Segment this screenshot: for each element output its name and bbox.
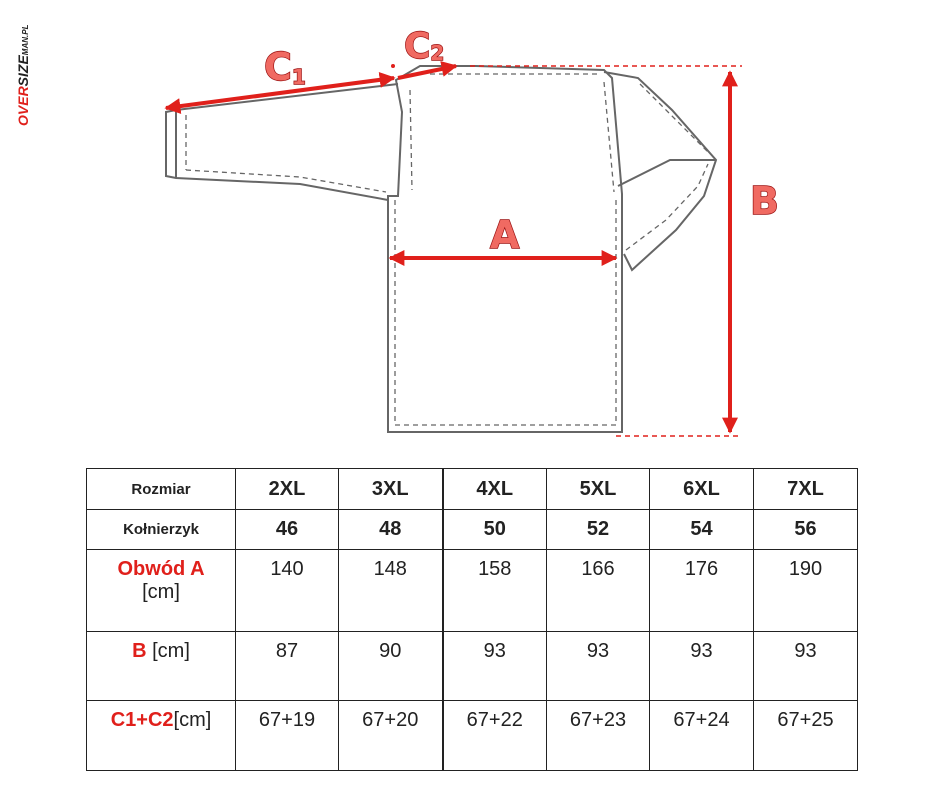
measurement-arrows <box>166 66 730 432</box>
size-cell: 2XL <box>236 469 339 510</box>
girth-cell: 140 <box>236 550 339 632</box>
garment-left-sleeve <box>166 84 398 200</box>
girth-cell: 190 <box>754 550 858 632</box>
size-table <box>86 468 858 771</box>
row-label-girth <box>87 550 236 632</box>
girth-unit: [cm] <box>142 581 180 603</box>
collar-cell: 50 <box>443 510 547 550</box>
collar-cell: 56 <box>754 510 858 550</box>
collar-cell: 46 <box>236 510 339 550</box>
label-b: B <box>750 179 779 223</box>
length-cell: 93 <box>754 632 858 701</box>
girth-cell: 158 <box>443 550 547 632</box>
table-row-collar <box>87 510 858 550</box>
sleeve-cell: 67+19 <box>236 701 339 771</box>
collar-cell: 54 <box>650 510 754 550</box>
girth-cell: 176 <box>650 550 754 632</box>
label-c1: C1 <box>264 45 306 89</box>
label-c2: C2 <box>404 26 445 67</box>
length-unit: [cm] <box>146 640 190 662</box>
sleeve-cell: 67+23 <box>547 701 650 771</box>
size-cell: 3XL <box>339 469 443 510</box>
brand-part-over: OVER <box>15 86 31 126</box>
row-label-sleeve <box>87 701 236 771</box>
length-cell: 93 <box>547 632 650 701</box>
girth-cell: 166 <box>547 550 650 632</box>
size-cell: 7XL <box>754 469 858 510</box>
sleeve-label: C1+C2 <box>110 709 174 731</box>
length-cell: 90 <box>339 632 443 701</box>
sleeve-cell: 67+20 <box>339 701 443 771</box>
girth-cell: 148 <box>339 550 443 632</box>
collar-cell: 48 <box>339 510 443 550</box>
size-cell: 4XL <box>443 469 547 510</box>
size-cell: 5XL <box>547 469 650 510</box>
label-a: A <box>490 213 520 257</box>
table-row-sizes <box>87 469 858 510</box>
row-label-size: Rozmiar <box>87 469 236 510</box>
table-row-length <box>87 632 858 701</box>
sleeve-unit: [cm] <box>173 709 212 731</box>
length-cell: 93 <box>443 632 547 701</box>
length-label: B <box>132 640 147 662</box>
sleeve-cell: 67+24 <box>650 701 754 771</box>
collar-cell: 52 <box>547 510 650 550</box>
length-cell: 87 <box>236 632 339 701</box>
row-label-length <box>87 632 236 701</box>
shoulder-point <box>391 64 395 68</box>
girth-label: Obwód A <box>117 558 205 580</box>
brand-part-domain: MAN.PL <box>21 24 30 56</box>
arrow-c2 <box>398 66 456 78</box>
row-label-collar: Kołnierzyk <box>87 510 236 550</box>
table-row-sleeve <box>87 701 858 771</box>
table-row-girth <box>87 550 858 632</box>
sleeve-cell: 67+25 <box>754 701 858 771</box>
sleeve-cell: 67+22 <box>443 701 547 771</box>
brand-part-size: SIZE <box>15 55 31 87</box>
size-cell: 6XL <box>650 469 754 510</box>
length-cell: 93 <box>650 632 754 701</box>
